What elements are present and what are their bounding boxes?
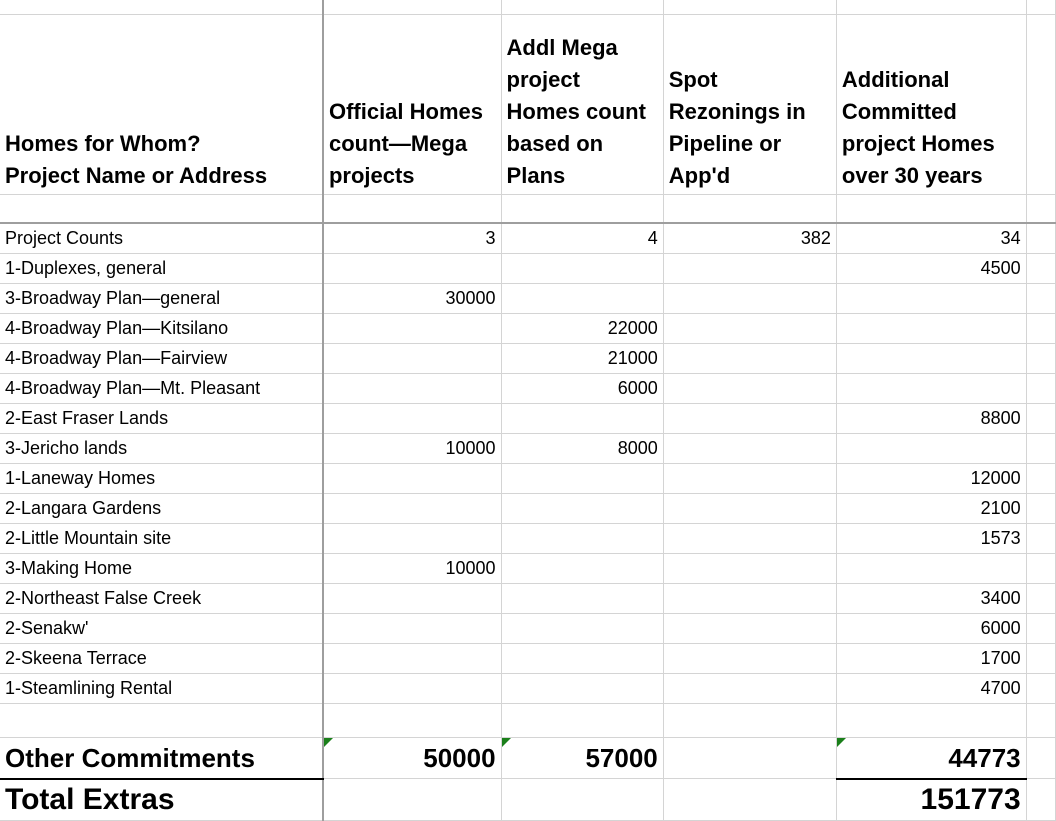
other-commitments-official[interactable]: 50000	[323, 737, 501, 779]
header-text-line: based on	[506, 131, 604, 156]
addl-mega-cell[interactable]: 8000	[501, 433, 663, 463]
cell[interactable]	[0, 703, 323, 737]
table-row	[0, 403, 1056, 433]
additional-committed-cell[interactable]: 3400	[836, 583, 1026, 613]
spot-rezonings-cell[interactable]: 382	[663, 223, 836, 254]
header-cell-addl-mega[interactable]	[501, 15, 663, 195]
other-commitments-spot[interactable]	[663, 737, 836, 779]
cell[interactable]	[1026, 195, 1055, 223]
project-name-cell[interactable]: 3-Broadway Plan—general	[0, 283, 323, 313]
cell[interactable]	[323, 703, 501, 737]
table-row	[0, 553, 1056, 583]
addl-mega-cell[interactable]	[501, 613, 663, 643]
table-row	[0, 253, 1056, 283]
header-cell-additional-committed[interactable]	[836, 15, 1026, 195]
cell[interactable]	[323, 0, 501, 15]
spot-rezonings-cell[interactable]	[663, 583, 836, 613]
additional-committed-cell[interactable]: 1700	[836, 643, 1026, 673]
header-text-line: Plans	[506, 163, 566, 188]
total-extras-official[interactable]	[323, 779, 501, 821]
additional-committed-cell[interactable]	[836, 553, 1026, 583]
additional-committed-cell[interactable]	[836, 313, 1026, 343]
cell[interactable]	[1026, 313, 1055, 343]
comment-indicator-icon[interactable]	[502, 738, 511, 747]
other-commitments-row	[0, 737, 1056, 779]
header-text-line: count—Mega	[328, 131, 468, 156]
additional-committed-cell[interactable]: 4700	[836, 673, 1026, 703]
spot-rezonings-cell[interactable]	[663, 553, 836, 583]
official-homes-cell[interactable]	[323, 403, 501, 433]
cell[interactable]	[1026, 613, 1055, 643]
cell[interactable]	[1026, 553, 1055, 583]
cell[interactable]	[836, 0, 1026, 15]
addl-mega-cell[interactable]	[501, 553, 663, 583]
table-row	[0, 493, 1056, 523]
cell[interactable]	[836, 195, 1026, 223]
spot-rezonings-cell[interactable]	[663, 613, 836, 643]
addl-mega-cell[interactable]	[501, 523, 663, 553]
table-row	[0, 613, 1056, 643]
official-homes-cell[interactable]	[323, 583, 501, 613]
project-name-cell[interactable]: 2-Skeena Terrace	[0, 643, 323, 673]
project-name-cell[interactable]: 3-Making Home	[0, 553, 323, 583]
header-text-line: Homes count	[506, 99, 646, 124]
spot-rezonings-cell[interactable]	[663, 523, 836, 553]
spot-rezonings-cell[interactable]	[663, 283, 836, 313]
header-cell-spot-rezonings[interactable]	[663, 15, 836, 195]
cell[interactable]	[1026, 373, 1055, 403]
project-name-cell[interactable]: 1-Steamlining Rental	[0, 673, 323, 703]
table-row	[0, 433, 1056, 463]
cell[interactable]	[1026, 703, 1055, 737]
spreadsheet-row	[0, 195, 1056, 223]
addl-mega-cell[interactable]: 4	[501, 223, 663, 254]
addl-mega-cell[interactable]	[501, 253, 663, 283]
header-text-line: project	[506, 67, 580, 92]
spot-rezonings-cell[interactable]	[663, 433, 836, 463]
addl-mega-cell[interactable]	[501, 493, 663, 523]
spot-rezonings-cell[interactable]	[663, 403, 836, 433]
additional-committed-cell[interactable]	[836, 343, 1026, 373]
official-homes-cell[interactable]	[323, 523, 501, 553]
cell[interactable]	[501, 0, 663, 15]
additional-committed-cell[interactable]: 4500	[836, 253, 1026, 283]
table-row	[0, 463, 1056, 493]
addl-mega-cell[interactable]	[501, 403, 663, 433]
header-text-line: Addl Mega	[506, 35, 618, 60]
additional-committed-cell[interactable]	[836, 433, 1026, 463]
cell[interactable]	[1026, 523, 1055, 553]
spot-rezonings-cell[interactable]	[663, 643, 836, 673]
addl-mega-cell[interactable]: 21000	[501, 343, 663, 373]
official-homes-cell[interactable]: 3	[323, 223, 501, 254]
official-homes-cell[interactable]	[323, 673, 501, 703]
official-homes-cell[interactable]: 10000	[323, 433, 501, 463]
additional-committed-cell[interactable]: 1573	[836, 523, 1026, 553]
header-text-line: Additional	[841, 67, 950, 92]
cell[interactable]	[1026, 463, 1055, 493]
cell[interactable]	[1026, 737, 1055, 779]
project-name-cell[interactable]: 2-East Fraser Lands	[0, 403, 323, 433]
cell[interactable]	[501, 703, 663, 737]
header-text-line: Committed	[841, 99, 957, 124]
cell[interactable]	[1026, 0, 1055, 15]
addl-mega-cell[interactable]	[501, 643, 663, 673]
cell[interactable]	[1026, 583, 1055, 613]
additional-committed-cell[interactable]: 6000	[836, 613, 1026, 643]
official-homes-cell[interactable]	[323, 613, 501, 643]
project-name-cell[interactable]: 2-Senakw'	[0, 613, 323, 643]
official-homes-cell[interactable]	[323, 313, 501, 343]
table-row	[0, 373, 1056, 403]
table-row	[0, 523, 1056, 553]
project-name-cell[interactable]: 2-Little Mountain site	[0, 523, 323, 553]
spot-rezonings-cell[interactable]	[663, 343, 836, 373]
table-row	[0, 223, 1056, 254]
cell[interactable]	[1026, 253, 1055, 283]
comment-indicator-icon[interactable]	[837, 738, 846, 747]
table-row	[0, 283, 1056, 313]
cell[interactable]	[1026, 493, 1055, 523]
project-name-cell[interactable]: 2-Northeast False Creek	[0, 583, 323, 613]
official-homes-cell[interactable]	[323, 253, 501, 283]
cell[interactable]	[663, 703, 836, 737]
header-text-line: Spot	[668, 67, 718, 92]
official-homes-cell[interactable]: 30000	[323, 283, 501, 313]
header-row	[0, 15, 1056, 195]
comment-indicator-icon[interactable]	[324, 738, 333, 747]
additional-committed-cell[interactable]: 2100	[836, 493, 1026, 523]
cell[interactable]	[663, 195, 836, 223]
header-text-line: Pipeline or	[668, 131, 782, 156]
header-text-line: over 30 years	[841, 163, 983, 188]
cell[interactable]	[0, 195, 323, 223]
total-extras-value[interactable]: 151773	[836, 779, 1026, 821]
header-text-line: Homes for Whom?	[5, 131, 201, 156]
cell[interactable]	[1026, 343, 1055, 373]
other-commitments-label[interactable]: Other Commitments	[0, 737, 323, 779]
additional-committed-cell[interactable]: 8800	[836, 403, 1026, 433]
additional-committed-cell[interactable]	[836, 283, 1026, 313]
project-name-cell[interactable]: 4-Broadway Plan—Kitsilano	[0, 313, 323, 343]
spot-rezonings-cell[interactable]	[663, 313, 836, 343]
official-homes-cell[interactable]	[323, 343, 501, 373]
addl-mega-cell[interactable]: 22000	[501, 313, 663, 343]
project-name-cell[interactable]: 2-Langara Gardens	[0, 493, 323, 523]
addl-mega-cell[interactable]: 6000	[501, 373, 663, 403]
spreadsheet-row	[0, 703, 1056, 737]
official-homes-cell[interactable]	[323, 493, 501, 523]
cell[interactable]	[323, 195, 501, 223]
header-text-line: project Homes	[841, 131, 995, 156]
official-homes-cell[interactable]	[323, 643, 501, 673]
cell[interactable]	[1026, 779, 1055, 821]
official-homes-cell[interactable]	[323, 463, 501, 493]
cell[interactable]	[1026, 673, 1055, 703]
project-name-cell[interactable]: Project Counts	[0, 223, 323, 254]
additional-committed-cell[interactable]: 12000	[836, 463, 1026, 493]
total-extras-addl[interactable]	[501, 779, 663, 821]
addl-mega-cell[interactable]	[501, 463, 663, 493]
table-row	[0, 343, 1056, 373]
cell[interactable]	[836, 703, 1026, 737]
addl-mega-cell[interactable]	[501, 673, 663, 703]
header-text-line: Official Homes	[328, 99, 483, 124]
spreadsheet-row	[0, 0, 1056, 15]
table-row	[0, 313, 1056, 343]
cell[interactable]	[1026, 15, 1055, 195]
cell[interactable]	[1026, 223, 1055, 254]
cell[interactable]	[1026, 643, 1055, 673]
cell[interactable]	[501, 195, 663, 223]
spot-rezonings-cell[interactable]	[663, 253, 836, 283]
additional-committed-cell[interactable]	[836, 373, 1026, 403]
header-text-line: projects	[328, 163, 415, 188]
spot-rezonings-cell[interactable]	[663, 373, 836, 403]
official-homes-cell[interactable]: 10000	[323, 553, 501, 583]
table-row	[0, 583, 1056, 613]
cell[interactable]	[663, 0, 836, 15]
table-row	[0, 673, 1056, 703]
header-text-line: App'd	[668, 163, 731, 188]
header-cell-official-homes[interactable]	[323, 15, 501, 195]
header-text-line: Project Name or Address	[5, 163, 268, 188]
project-name-cell[interactable]: 4-Broadway Plan—Mt. Pleasant	[0, 373, 323, 403]
table-row	[0, 643, 1056, 673]
additional-committed-cell[interactable]: 34	[836, 223, 1026, 254]
cell[interactable]	[1026, 433, 1055, 463]
cell[interactable]	[1026, 283, 1055, 313]
project-name-cell[interactable]: 3-Jericho lands	[0, 433, 323, 463]
cell[interactable]	[0, 0, 323, 15]
official-homes-cell[interactable]	[323, 373, 501, 403]
project-name-cell[interactable]: 1-Laneway Homes	[0, 463, 323, 493]
spot-rezonings-cell[interactable]	[663, 673, 836, 703]
total-extras-spot[interactable]	[663, 779, 836, 821]
spot-rezonings-cell[interactable]	[663, 463, 836, 493]
project-name-cell[interactable]: 1-Duplexes, general	[0, 253, 323, 283]
other-commitments-addl[interactable]: 57000	[501, 737, 663, 779]
project-name-cell[interactable]: 4-Broadway Plan—Fairview	[0, 343, 323, 373]
header-cell-homes-for-whom[interactable]	[0, 15, 323, 195]
cell[interactable]	[1026, 403, 1055, 433]
total-extras-label[interactable]: Total Extras	[0, 779, 323, 821]
addl-mega-cell[interactable]	[501, 283, 663, 313]
total-extras-row	[0, 779, 1056, 821]
other-commitments-additional[interactable]: 44773	[836, 737, 1026, 779]
addl-mega-cell[interactable]	[501, 583, 663, 613]
header-text-line: Rezonings in	[668, 99, 806, 124]
spot-rezonings-cell[interactable]	[663, 493, 836, 523]
